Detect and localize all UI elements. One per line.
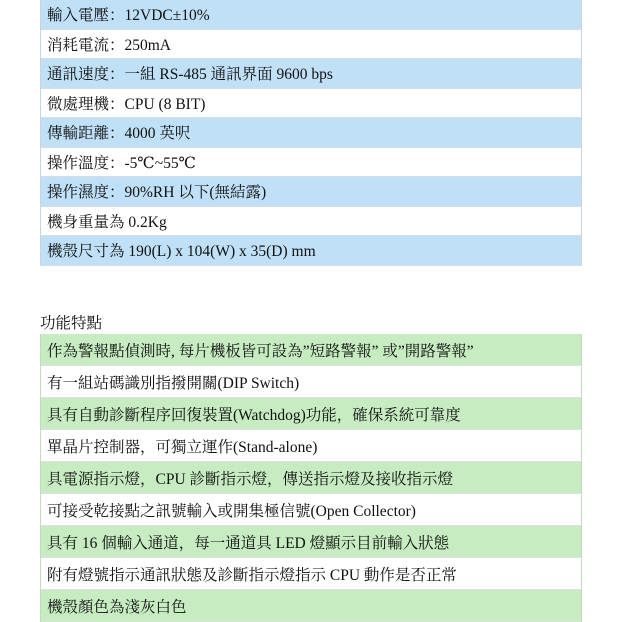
spec-row [41,236,581,266]
feature-text: 具電源指示燈，CPU 診斷指示燈，傳送指示燈及接收指示燈 [47,470,454,488]
feature-row [41,558,581,590]
spec-text: 機殼尺寸為 190(L) x 104(W) x 35(D) mm [47,243,316,261]
spec-row [41,89,581,119]
spec-text: 通訊速度：一組 RS-485 通訊界面 9600 bps [47,66,333,84]
spec-text: 操作濕度：90%RH 以下(無結露) [47,184,267,202]
feature-text: 作為警報點偵測時, 每片機板皆可設為”短路警報” 或”開路警報” [47,342,474,360]
spec-row [41,30,581,60]
feature-text: 單晶片控制器，可獨立運作(Stand-alone) [47,438,318,456]
feature-row [41,366,581,398]
feature-row [41,526,581,558]
spec-table [40,0,582,266]
spec-row [41,0,581,30]
spec-text: 消耗電流：250mA [47,36,172,54]
feature-table [40,334,582,622]
spec-row [41,59,581,89]
spec-row [41,148,581,178]
spec-text: 傳輸距離：4000 英呎 [47,125,191,143]
spec-row [41,118,581,148]
feature-text: 有一組站碼識別指撥開關(DIP Switch) [47,374,300,392]
features-heading: 功能特點 [40,315,103,332]
feature-row [41,398,581,430]
feature-row [41,462,581,494]
feature-text: 具有 16 個輸入通道，每一通道具 LED 燈顯示目前輸入狀態 [47,534,450,552]
spec-text: 機身重量為 0.2Kg [47,213,167,231]
feature-text: 機殼顏色為淺灰白色 [47,598,187,616]
feature-row [41,590,581,622]
spec-text: 操作溫度：-5℃~55℃ [47,154,196,172]
feature-text: 附有燈號指示通訊狀態及診斷指示燈指示 CPU 動作是否正常 [47,566,457,584]
feature-row [41,494,581,526]
feature-row [41,430,581,462]
spec-text: 輸入電壓：12VDC±10% [47,7,210,25]
feature-row [41,334,581,366]
feature-text: 具有自動診斷程序回復裝置(Watchdog)功能，確保系統可靠度 [47,406,461,424]
feature-text: 可接受乾接點之訊號輸入或開集極信號(Open Collector) [47,502,416,520]
spec-text: 微處理機：CPU (8 BIT) [47,95,206,113]
spec-row [41,177,581,207]
spec-row [41,207,581,237]
